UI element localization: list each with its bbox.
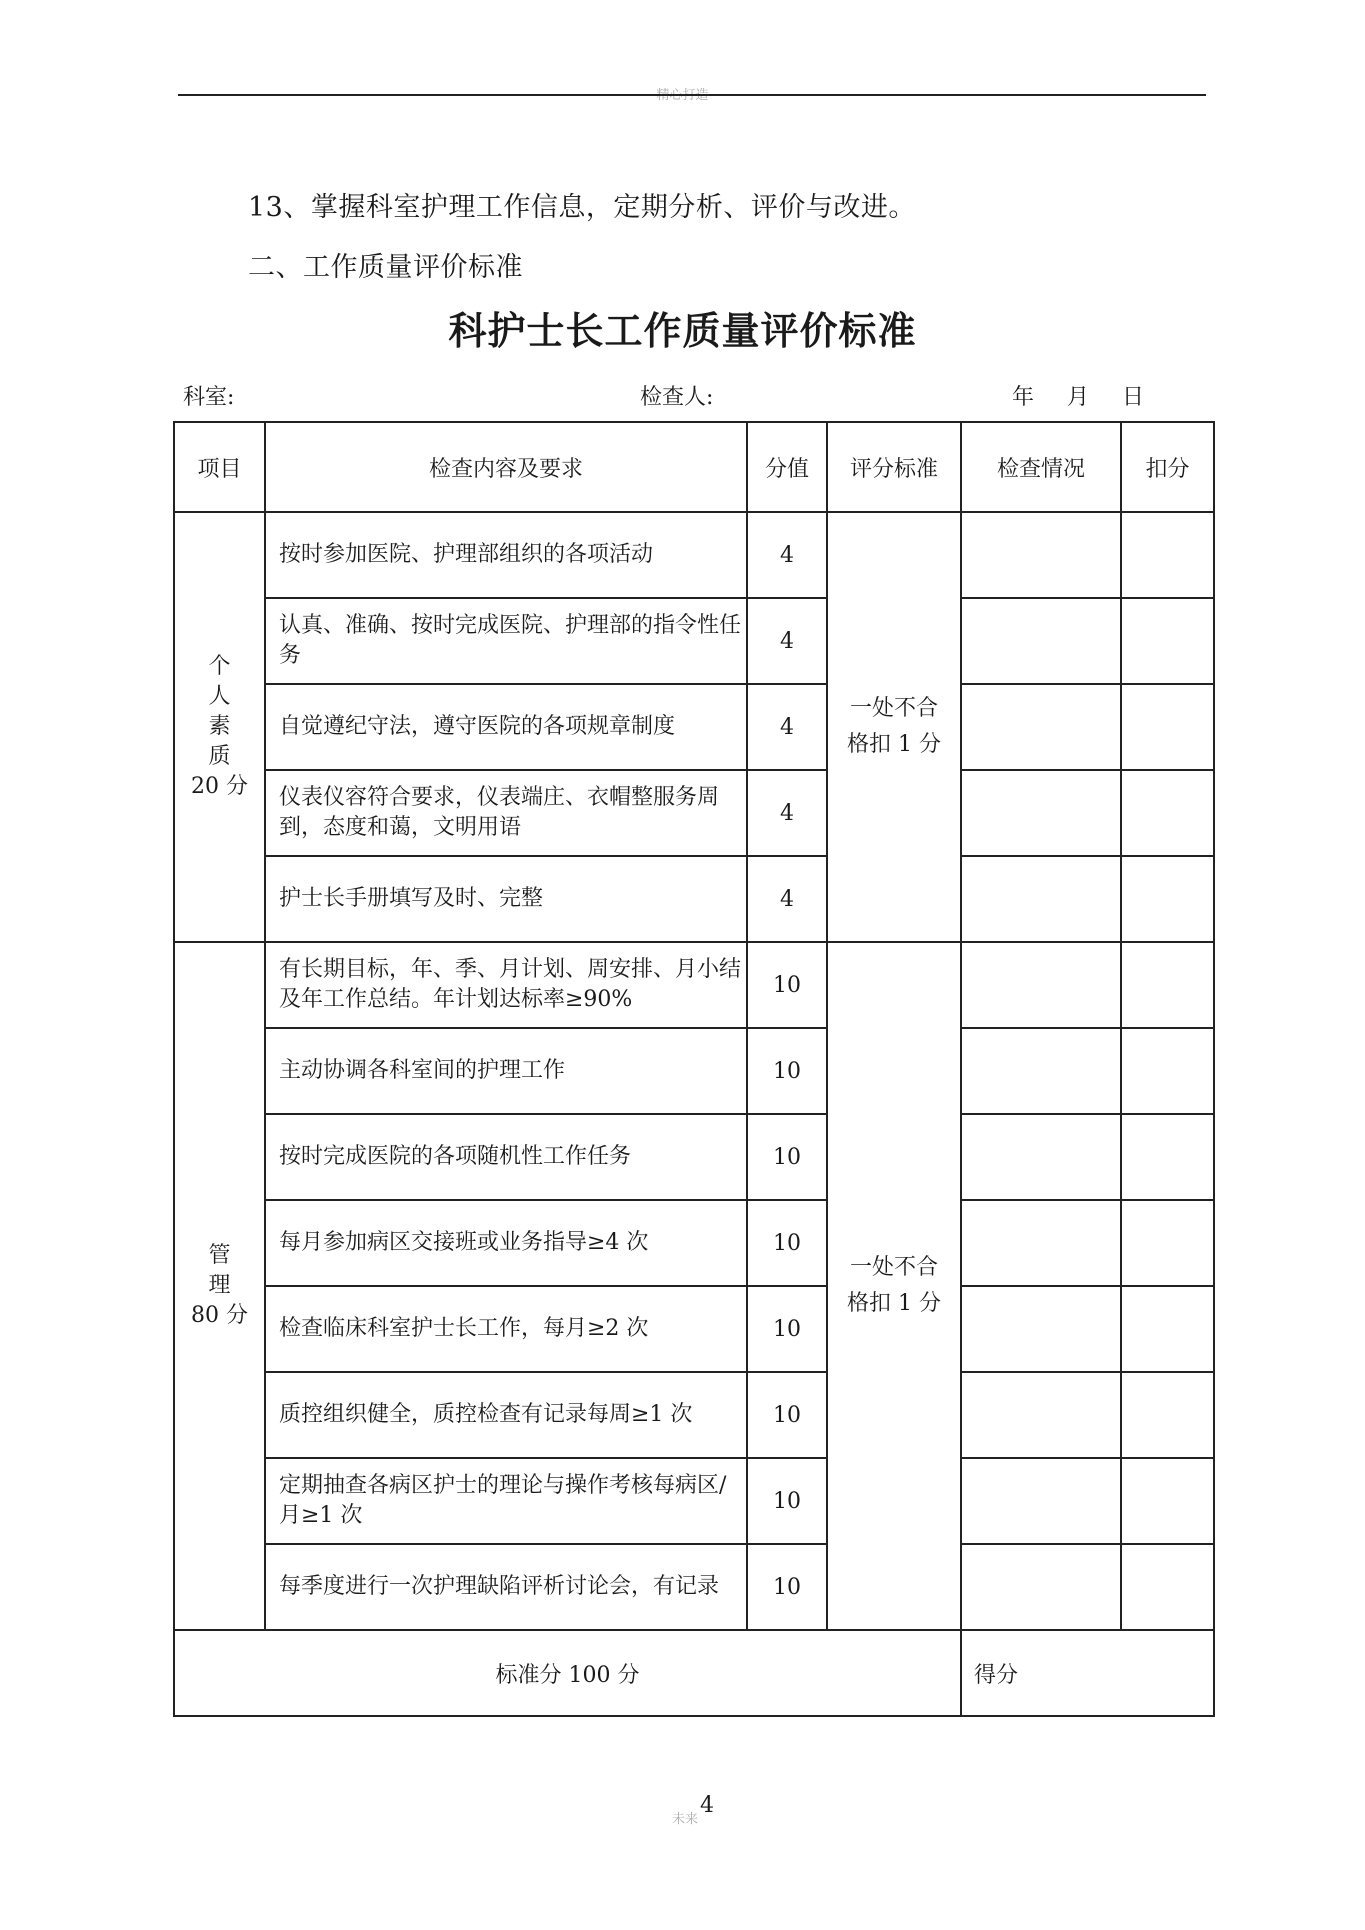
header-cell-score: 分值 xyxy=(747,422,827,512)
inspection-cell[interactable] xyxy=(961,512,1121,598)
header-cell-item: 项目 xyxy=(174,422,265,512)
inspection-cell[interactable] xyxy=(961,1372,1121,1458)
deduction-cell[interactable] xyxy=(1121,942,1214,1028)
inspection-cell[interactable] xyxy=(961,1200,1121,1286)
row-content: 主动协调各科室间的护理工作 xyxy=(265,1028,747,1114)
inspection-cell[interactable] xyxy=(961,598,1121,684)
row-content: 有长期目标，年、季、月计划、周安排、月小结及年工作总结。年计划达标率≥90% xyxy=(265,942,747,1028)
deduction-cell[interactable] xyxy=(1121,598,1214,684)
inspection-cell[interactable] xyxy=(961,856,1121,942)
table-row xyxy=(174,1544,1214,1630)
table-row xyxy=(174,512,1214,598)
header-cell-deduction: 扣分 xyxy=(1121,422,1214,512)
inspection-cell[interactable] xyxy=(961,770,1121,856)
date-label: 年 月 日 xyxy=(1012,385,1144,410)
row-score: 10 xyxy=(747,1028,827,1114)
row-score: 10 xyxy=(747,1200,827,1286)
header-cell-content: 检查内容及要求 xyxy=(265,422,747,512)
deduction-cell[interactable] xyxy=(1121,1458,1214,1544)
row-score: 4 xyxy=(747,598,827,684)
deduction-cell[interactable] xyxy=(1121,1114,1214,1200)
paragraph-item-13: 13、掌握科室护理工作信息，定期分析、评价与改进。 xyxy=(248,192,916,223)
row-content: 检查临床科室护士长工作，每月≥2 次 xyxy=(265,1286,747,1372)
row-score: 4 xyxy=(747,856,827,942)
deduction-cell[interactable] xyxy=(1121,1544,1214,1630)
row-score: 10 xyxy=(747,1372,827,1458)
footer-watermark: 未来 xyxy=(672,1812,699,1827)
row-content: 每月参加病区交接班或业务指导≥4 次 xyxy=(265,1200,747,1286)
table-row xyxy=(174,1458,1214,1544)
inspection-cell[interactable] xyxy=(961,684,1121,770)
inspection-cell[interactable] xyxy=(961,1028,1121,1114)
inspection-cell[interactable] xyxy=(961,1114,1121,1200)
table-row xyxy=(174,770,1214,856)
row-score: 10 xyxy=(747,1458,827,1544)
deduction-cell[interactable] xyxy=(1121,1286,1214,1372)
row-content: 定期抽查各病区护士的理论与操作考核每病区/月≥1 次 xyxy=(265,1458,747,1544)
deduction-cell[interactable] xyxy=(1121,856,1214,942)
row-content: 认真、准确、按时完成医院、护理部的指令性任务 xyxy=(265,598,747,684)
inspection-cell[interactable] xyxy=(961,1458,1121,1544)
section-heading: 二、工作质量评价标准 xyxy=(248,252,523,283)
table-row xyxy=(174,1372,1214,1458)
table-row xyxy=(174,684,1214,770)
deduction-cell[interactable] xyxy=(1121,512,1214,598)
row-score: 4 xyxy=(747,770,827,856)
deduction-cell[interactable] xyxy=(1121,684,1214,770)
standard-total: 标准分 100 分 xyxy=(174,1630,961,1716)
row-content: 按时完成医院的各项随机性工作任务 xyxy=(265,1114,747,1200)
table-row xyxy=(174,598,1214,684)
row-content: 质控组织健全，质控检查有记录每周≥1 次 xyxy=(265,1372,747,1458)
obtained-score-label[interactable]: 得分 xyxy=(961,1630,1214,1716)
inspection-cell[interactable] xyxy=(961,942,1121,1028)
row-score: 10 xyxy=(747,1544,827,1630)
inspection-cell[interactable] xyxy=(961,1286,1121,1372)
row-score: 4 xyxy=(747,684,827,770)
table-row xyxy=(174,1200,1214,1286)
table-row xyxy=(174,942,1214,1028)
deduction-cell[interactable] xyxy=(1121,1372,1214,1458)
row-score: 10 xyxy=(747,1286,827,1372)
evaluation-table xyxy=(173,421,1215,1717)
table-row xyxy=(174,1114,1214,1200)
department-label: 科室: xyxy=(183,385,235,410)
header-cell-inspection: 检查情况 xyxy=(961,422,1121,512)
category-management: 管 理 80 分 xyxy=(174,942,265,1630)
deduction-cell[interactable] xyxy=(1121,770,1214,856)
inspector-label: 检查人: xyxy=(640,385,714,410)
table-row xyxy=(174,1028,1214,1114)
row-content: 自觉遵纪守法，遵守医院的各项规章制度 xyxy=(265,684,747,770)
table-row xyxy=(174,1286,1214,1372)
row-content: 每季度进行一次护理缺陷评析讨论会，有记录 xyxy=(265,1544,747,1630)
deduction-cell[interactable] xyxy=(1121,1200,1214,1286)
row-score: 10 xyxy=(747,942,827,1028)
row-content: 按时参加医院、护理部组织的各项活动 xyxy=(265,512,747,598)
page-title: 科护士长工作质量评价标准 xyxy=(448,308,917,353)
category-personal-quality: 个 人 素 质 20 分 xyxy=(174,512,265,942)
page-number: 4 xyxy=(700,1793,714,1818)
header-cell-criteria: 评分标准 xyxy=(827,422,961,512)
inspection-cell[interactable] xyxy=(961,1544,1121,1630)
deduction-cell[interactable] xyxy=(1121,1028,1214,1114)
header-watermark: 精心打造 xyxy=(656,88,709,103)
table-header-row xyxy=(174,422,1214,512)
row-content: 仪表仪容符合要求，仪表端庄、衣帽整服务周到，态度和蔼，文明用语 xyxy=(265,770,747,856)
row-score: 10 xyxy=(747,1114,827,1200)
table-footer-row xyxy=(174,1630,1214,1716)
header-rule xyxy=(178,94,1206,96)
criteria-management: 一处不合 格扣 1 分 xyxy=(827,942,961,1630)
row-score: 4 xyxy=(747,512,827,598)
table-row xyxy=(174,856,1214,942)
criteria-personal-quality: 一处不合 格扣 1 分 xyxy=(827,512,961,942)
row-content: 护士长手册填写及时、完整 xyxy=(265,856,747,942)
